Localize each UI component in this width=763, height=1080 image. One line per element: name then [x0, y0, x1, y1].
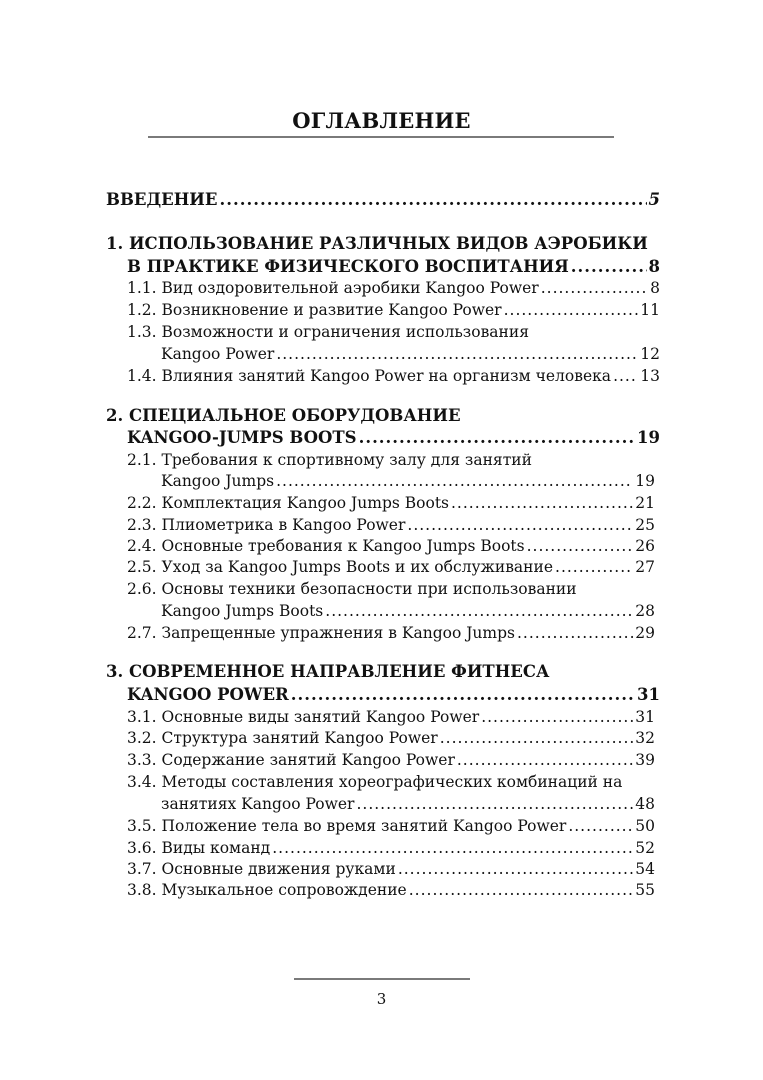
toc-item-page: 31: [635, 708, 655, 726]
toc-item-title-continued: Kangoo Jumps Boots: [161, 602, 324, 620]
toc-item-title-continued: Kangoo Jumps: [161, 472, 275, 490]
toc-item-3-3[interactable]: [127, 748, 655, 772]
toc-item-page: 27: [635, 558, 655, 576]
toc-item-3-8[interactable]: [127, 878, 655, 902]
toc-item-title: 1.2. Возникновение и развитие Kangoo Power: [127, 301, 502, 319]
dot-leader: [613, 364, 638, 388]
dot-leader: [451, 491, 633, 515]
toc-item-title: 3.2. Структура занятий Kangoo Power: [127, 729, 438, 747]
toc-item-title-continued: Kangoo Power: [161, 345, 275, 363]
toc-item-1-3-title[interactable]: 1.3. Возможности и ограничения использования: [127, 323, 529, 341]
toc-section-1-title[interactable]: 1. ИСПОЛЬЗОВАНИЕ РАЗЛИЧНЫХ ВИДОВ АЭРОБИКИ: [106, 234, 648, 253]
toc-item-page: 39: [635, 751, 655, 769]
toc-intro-entry[interactable]: [106, 188, 660, 212]
toc-item-3-2[interactable]: [127, 726, 655, 750]
toc-item-title: 3.5. Положение тела во время занятий Kangoo Power: [127, 817, 567, 835]
toc-section-2-title[interactable]: 2. СПЕЦИАЛЬНОЕ ОБОРУДОВАНИЕ: [106, 406, 461, 425]
page-number: 3: [376, 990, 387, 1008]
toc-item-page: 50: [635, 817, 655, 835]
toc-item-page: 12: [640, 345, 660, 363]
dot-leader: [568, 814, 633, 838]
toc-item-2-6-title[interactable]: 2.6. Основы техники безопасности при использовании: [127, 580, 577, 598]
toc-item-page: 52: [635, 839, 655, 857]
toc-item-title: 2.7. Запрещенные упражнения в Kangoo Jumps: [127, 624, 515, 642]
dot-leader: [276, 342, 638, 366]
toc-item-page: 11: [640, 301, 660, 319]
toc-item-2-6[interactable]: [161, 599, 655, 623]
dot-leader: [409, 878, 634, 902]
dot-leader: [219, 188, 646, 212]
toc-entry-title: ВВЕДЕНИЕ: [106, 190, 218, 209]
toc-entry-title: KANGOO-JUMPS BOOTS: [127, 428, 357, 447]
toc-item-title: 3.8. Музыкальное сопровождение: [127, 881, 407, 899]
dot-leader: [541, 276, 648, 300]
page-title: ОГЛАВЛЕНИЕ: [292, 108, 471, 133]
toc-item-page: 26: [635, 537, 655, 555]
toc-item-1-4[interactable]: [127, 364, 660, 388]
toc-item-1-2[interactable]: [127, 298, 660, 322]
toc-item-3-5[interactable]: [127, 814, 655, 838]
toc-item-3-4-title[interactable]: 3.4. Методы составления хореографических комбинаций на: [127, 773, 623, 791]
toc-section-2-entry[interactable]: [127, 426, 660, 450]
toc-item-title: 2.3. Плиометрика в Kangoo Power: [127, 516, 406, 534]
toc-entry-page: 19: [637, 428, 660, 447]
toc-item-page: 25: [635, 516, 655, 534]
dot-leader: [325, 599, 633, 623]
toc-entry-page: 5: [648, 190, 660, 209]
toc-item-title-continued: занятиях Kangoo Power: [161, 795, 355, 813]
toc-item-page: 48: [635, 795, 655, 813]
toc-item-page: 54: [635, 860, 655, 878]
dot-leader: [276, 469, 633, 493]
toc-item-title: 3.6. Виды команд: [127, 839, 271, 857]
toc-item-page: 21: [635, 494, 655, 512]
toc-item-title: 3.3. Содержание занятий Kangoo Power: [127, 751, 455, 769]
toc-item-1-1[interactable]: [127, 276, 660, 300]
toc-item-3-4[interactable]: [161, 792, 655, 816]
toc-item-page: 32: [635, 729, 655, 747]
toc-item-2-1-title[interactable]: 2.1. Требования к спортивному залу для занятий: [127, 451, 532, 469]
toc-entry-page: 8: [648, 257, 660, 276]
toc-item-title: 3.1. Основные виды занятий Kangoo Power: [127, 708, 480, 726]
dot-leader: [440, 726, 634, 750]
toc-item-2-7[interactable]: [127, 621, 655, 645]
toc-item-page: 13: [640, 367, 660, 385]
toc-item-2-1[interactable]: [161, 469, 655, 493]
dot-leader: [517, 621, 633, 645]
toc-item-2-2[interactable]: [127, 491, 655, 515]
toc-item-title: 1.1. Вид оздоровительной аэробики Kangoo Power: [127, 279, 539, 297]
toc-section-3-entry[interactable]: [127, 683, 660, 707]
dot-leader: [291, 683, 635, 707]
toc-entry-title: В ПРАКТИКЕ ФИЗИЧЕСКОГО ВОСПИТАНИЯ: [127, 257, 569, 276]
toc-item-page: 8: [650, 279, 660, 297]
dot-leader: [504, 298, 639, 322]
dot-leader: [457, 748, 633, 772]
footer-divider: [294, 978, 470, 980]
toc-item-page: 29: [635, 624, 655, 642]
toc-item-title: 2.4. Основные требования к Kangoo Jumps Boots: [127, 537, 525, 555]
toc-item-page: 28: [635, 602, 655, 620]
toc-item-title: 2.5. Уход за Kangoo Jumps Boots и их обслуживание: [127, 558, 554, 576]
toc-item-page: 55: [635, 881, 655, 899]
dot-leader: [359, 426, 635, 450]
toc-item-page: 19: [635, 472, 655, 490]
toc-item-title: 2.2. Комплектация Kangoo Jumps Boots: [127, 494, 449, 512]
toc-entry-page: 31: [637, 685, 660, 704]
toc-section-3-title[interactable]: 3. СОВРЕМЕННОЕ НАПРАВЛЕНИЕ ФИТНЕСА: [106, 662, 550, 681]
dot-leader: [356, 792, 633, 816]
toc-item-2-5[interactable]: [127, 555, 655, 579]
dot-leader: [555, 555, 633, 579]
toc-item-title: 3.7. Основные движения руками: [127, 860, 396, 878]
toc-entry-title: KANGOO POWER: [127, 685, 289, 704]
toc-item-1-3[interactable]: [161, 342, 660, 366]
toc-item-title: 1.4. Влияния занятий Kangoo Power на организм человека: [127, 367, 612, 385]
